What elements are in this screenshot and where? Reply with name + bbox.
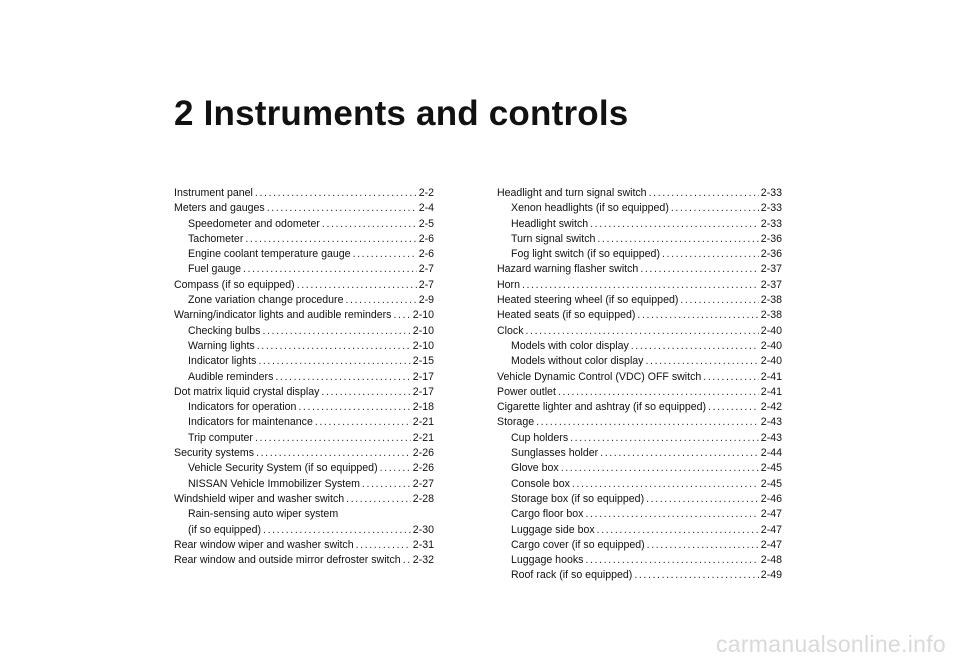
toc-entry-label: Rear window wiper and washer switch (174, 538, 354, 551)
toc-entry-label: Rain-sensing auto wiper system (188, 508, 339, 521)
toc-entry-page: 2-30 (412, 523, 434, 536)
watermark: carmanualsonline.info (715, 631, 946, 657)
toc-entry-label: Xenon headlights (if so equipped) (511, 202, 669, 215)
toc-entry-label: Console box (511, 477, 570, 490)
toc-leader-dots (585, 507, 758, 522)
toc-entry[interactable] (497, 492, 782, 507)
toc-entry-label: Engine coolant temperature gauge (188, 248, 351, 261)
toc-entry[interactable] (174, 492, 434, 507)
toc-entry-label: Heated seats (if so equipped) (497, 309, 636, 322)
toc-entry-page: 2-21 (412, 431, 434, 444)
toc-entry-label: Glove box (511, 462, 559, 475)
toc-leader-dots (646, 492, 759, 507)
toc-entry[interactable] (497, 308, 782, 323)
toc-entry-page: 2-36 (760, 248, 782, 261)
toc-leader-dots (353, 247, 417, 262)
toc-entry-label: Power outlet (497, 385, 556, 398)
toc-entry-label: NISSAN Vehicle Immobilizer System (188, 477, 360, 490)
toc-entry[interactable] (497, 201, 782, 216)
toc-entry-page: 2-38 (760, 309, 782, 322)
toc-left-column (174, 186, 434, 568)
toc-entry-label: Headlight switch (511, 217, 589, 230)
toc-entry-label: Storage box (if so equipped) (511, 492, 645, 505)
toc-leader-dots (671, 201, 759, 216)
toc-entry-label: Cargo cover (if so equipped) (511, 538, 645, 551)
toc-entry-page: 2-7 (418, 263, 434, 276)
toc-entry[interactable] (174, 354, 434, 369)
toc-entry-page: 2-38 (760, 294, 782, 307)
toc-entry-label: Roof rack (if so equipped) (511, 569, 633, 582)
toc-leader-dots (662, 247, 759, 262)
toc-entry[interactable] (174, 293, 434, 308)
toc-entry-label: Audible reminders (188, 370, 274, 383)
toc-entry-label: Meters and gauges (174, 202, 265, 215)
toc-entry-label: Rear window and outside mirror defroster switch (174, 554, 401, 567)
toc-leader-dots (245, 232, 416, 247)
toc-leader-dots (558, 385, 759, 400)
toc-entry-label: Warning/indicator lights and audible reminders (174, 309, 392, 322)
toc-entry-page: 2-10 (412, 324, 434, 337)
toc-entry[interactable] (174, 553, 434, 568)
toc-entry-label: Hazard warning flasher switch (497, 263, 639, 276)
toc-leader-dots (597, 523, 759, 538)
toc-leader-dots (258, 354, 410, 369)
toc-entry-page: 2-37 (760, 278, 782, 291)
toc-entry[interactable] (174, 201, 434, 216)
toc-leader-dots (600, 446, 759, 461)
toc-entry-page: 2-40 (760, 324, 782, 337)
toc-leader-dots (257, 339, 411, 354)
toc-entry-page: 2-40 (760, 339, 782, 352)
toc-entry[interactable] (497, 354, 782, 369)
toc-entry-label: Sunglasses holder (511, 447, 599, 460)
toc-leader-dots (572, 477, 759, 492)
toc-leader-dots (522, 278, 759, 293)
toc-entry-page: 2-15 (412, 355, 434, 368)
toc-entry-page: 2-5 (418, 217, 434, 230)
toc-entry[interactable] (497, 278, 782, 293)
toc-entry[interactable] (497, 553, 782, 568)
toc-entry[interactable] (174, 324, 434, 339)
toc-entry-label: Cigarette lighter and ashtray (if so equipped) (497, 401, 707, 414)
toc-entry[interactable] (174, 278, 434, 293)
toc-leader-dots (590, 217, 759, 232)
toc-entry[interactable] (497, 370, 782, 385)
toc-entry[interactable] (174, 186, 434, 201)
toc-leader-dots (263, 523, 411, 538)
toc-entry-page: 2-17 (412, 385, 434, 398)
toc-leader-dots (255, 186, 417, 201)
toc-entry-page: 2-2 (418, 187, 434, 199)
toc-entry-page: 2-27 (412, 477, 434, 490)
toc-entry-label: Speedometer and odometer (188, 217, 320, 230)
toc-entry-label: Horn (497, 278, 520, 291)
toc-entry-page: 2-18 (412, 401, 434, 414)
toc-entry[interactable] (174, 507, 434, 522)
toc-entry[interactable] (497, 324, 782, 339)
toc-leader-dots (631, 339, 759, 354)
toc-entry[interactable] (497, 461, 782, 476)
toc-leader-dots (256, 446, 411, 461)
toc-leader-dots (321, 385, 410, 400)
toc-leader-dots (393, 308, 410, 323)
toc-leader-dots (362, 477, 411, 492)
toc-entry[interactable] (174, 400, 434, 415)
toc-leader-dots (585, 553, 758, 568)
toc-entry-label: Clock (497, 324, 524, 337)
toc-leader-dots (243, 262, 417, 277)
toc-entry[interactable] (174, 308, 434, 323)
toc-leader-dots (649, 186, 759, 201)
toc-entry[interactable] (174, 232, 434, 247)
toc-entry[interactable] (174, 217, 434, 232)
toc-entry-label: Luggage side box (511, 523, 595, 536)
toc-leader-dots (570, 431, 759, 446)
toc-leader-dots (380, 461, 411, 476)
toc-entry-page: 2-28 (412, 492, 434, 505)
toc-leader-dots (297, 278, 417, 293)
toc-entry-page: 2-49 (760, 569, 782, 582)
toc-entry[interactable] (174, 370, 434, 385)
toc-entry[interactable] (497, 339, 782, 354)
toc-entry-page: 2-31 (412, 538, 434, 551)
toc-entry-page: 2-40 (760, 355, 782, 368)
toc-entry-label: Security systems (174, 447, 255, 460)
toc-entry-label: Models with color display (511, 339, 629, 352)
toc-entry-label: Cargo floor box (511, 508, 584, 521)
toc-entry-page: 2-9 (418, 294, 434, 307)
chapter-title: 2 Instruments and controls (174, 94, 629, 133)
toc-entry[interactable] (497, 262, 782, 277)
toc-entry-page: 2-33 (760, 217, 782, 230)
toc-entry[interactable] (497, 385, 782, 400)
toc-entry-label: Checking bulbs (188, 324, 261, 337)
toc-right-column (497, 186, 782, 584)
toc-entry[interactable] (497, 523, 782, 538)
toc-entry-page: 2-37 (760, 263, 782, 276)
toc-entry-page: 2-6 (418, 232, 434, 245)
toc-leader-dots (262, 324, 410, 339)
toc-leader-dots (640, 262, 758, 277)
toc-entry[interactable] (497, 431, 782, 446)
toc-entry-page: 2-43 (760, 416, 782, 429)
toc-entry-label: Trip computer (188, 431, 253, 444)
toc-entry-page: 2-17 (412, 370, 434, 383)
toc-entry-page: 2-45 (760, 477, 782, 490)
toc-entry-page: 2-10 (412, 339, 434, 352)
toc-leader-dots (561, 461, 759, 476)
toc-entry[interactable] (497, 232, 782, 247)
toc-entry-label: Vehicle Dynamic Control (VDC) OFF switch (497, 370, 702, 383)
toc-entry[interactable] (174, 247, 434, 262)
toc-entry[interactable] (174, 523, 434, 538)
toc-leader-dots (634, 568, 758, 583)
toc-entry-label: Zone variation change procedure (188, 294, 344, 307)
toc-entry-label: Storage (497, 416, 535, 429)
toc-entry[interactable] (174, 446, 434, 461)
toc-entry-label: Indicator lights (188, 355, 257, 368)
toc-leader-dots (255, 431, 411, 446)
toc-entry-page: 2-42 (760, 401, 782, 414)
toc-entry[interactable] (497, 415, 782, 430)
toc-leader-dots (645, 354, 758, 369)
toc-leader-dots (637, 308, 758, 323)
toc-entry[interactable] (174, 477, 434, 492)
toc-entry-page: 2-7 (418, 278, 434, 291)
toc-entry[interactable] (497, 293, 782, 308)
toc-leader-dots (322, 217, 417, 232)
toc-leader-dots (315, 415, 411, 430)
toc-entry[interactable] (174, 431, 434, 446)
toc-entry-label: Vehicle Security System (if so equipped) (188, 462, 378, 475)
toc-entry-label: Headlight and turn signal switch (497, 187, 647, 199)
toc-entry-page: 2-47 (760, 523, 782, 536)
toc-entry-page: 2-32 (412, 554, 434, 567)
toc-entry[interactable] (174, 415, 434, 430)
toc-entry-page: 2-46 (760, 492, 782, 505)
toc-entry-page: 2-45 (760, 462, 782, 475)
toc-entry-page: 2-33 (760, 202, 782, 215)
toc-entry-label: Luggage hooks (511, 554, 584, 567)
toc-leader-dots (647, 538, 759, 553)
toc-entry[interactable] (497, 217, 782, 232)
toc-entry-page: 2-21 (412, 416, 434, 429)
toc-entry-label: Indicators for maintenance (188, 416, 313, 429)
toc-entry[interactable] (497, 568, 782, 583)
toc-entry[interactable] (174, 262, 434, 277)
toc-leader-dots (346, 492, 411, 507)
toc-leader-dots (597, 232, 758, 247)
toc-entry-page: 2-48 (760, 554, 782, 567)
toc-entry[interactable] (174, 385, 434, 400)
toc-entry-label: Cup holders (511, 431, 569, 444)
toc-entry-page: 2-41 (760, 370, 782, 383)
toc-entry-page: 2-36 (760, 232, 782, 245)
toc-entry-page: 2-44 (760, 447, 782, 460)
toc-leader-dots (526, 324, 759, 339)
toc-leader-dots (680, 293, 758, 308)
toc-entry-label: Models without color display (511, 355, 644, 368)
toc-leader-dots (298, 400, 410, 415)
toc-leader-dots (267, 201, 417, 216)
toc-leader-dots (356, 538, 411, 553)
toc-entry-label: Tachometer (188, 232, 244, 245)
toc-entry-label: Fog light switch (if so equipped) (511, 248, 660, 261)
toc-entry[interactable] (497, 507, 782, 522)
toc-leader-dots (403, 553, 411, 568)
toc-entry-page: 2-26 (412, 462, 434, 475)
toc-entry[interactable] (497, 446, 782, 461)
toc-entry-page: 2-33 (760, 187, 782, 199)
toc-entry[interactable] (497, 538, 782, 553)
toc-entry-page: 2-26 (412, 447, 434, 460)
toc-entry[interactable] (497, 186, 782, 201)
toc-leader-dots (275, 370, 410, 385)
toc-entry-page: 2-6 (418, 248, 434, 261)
toc-entry[interactable] (174, 461, 434, 476)
toc-entry-label: Indicators for operation (188, 401, 297, 414)
toc-entry-label: Compass (if so equipped) (174, 278, 295, 291)
toc-entry-label: Turn signal switch (511, 232, 596, 245)
toc-entry[interactable] (497, 477, 782, 492)
toc-entry-page: 2-47 (760, 538, 782, 551)
toc-entry-label: Warning lights (188, 339, 255, 352)
toc-leader-dots (708, 400, 759, 415)
toc-entry-label: Windshield wiper and washer switch (174, 492, 345, 505)
toc-entry-page: 2-47 (760, 508, 782, 521)
toc-entry-label: Heated steering wheel (if so equipped) (497, 294, 679, 307)
toc-leader-dots (703, 370, 759, 385)
toc-leader-dots (345, 293, 416, 308)
toc-leader-dots (536, 415, 759, 430)
toc-entry-label: (if so equipped) (188, 523, 262, 536)
toc-entry-label: Instrument panel (174, 187, 253, 199)
toc-entry[interactable] (174, 538, 434, 553)
toc-entry-label: Fuel gauge (188, 263, 242, 276)
toc-entry[interactable] (497, 400, 782, 415)
toc-entry-page: 2-4 (418, 202, 434, 215)
toc-entry-page: 2-43 (760, 431, 782, 444)
toc-entry-page: 2-10 (412, 309, 434, 322)
toc-entry-label: Dot matrix liquid crystal display (174, 385, 320, 398)
toc-entry[interactable] (174, 339, 434, 354)
toc-entry-page: 2-41 (760, 385, 782, 398)
toc-entry[interactable] (497, 247, 782, 262)
